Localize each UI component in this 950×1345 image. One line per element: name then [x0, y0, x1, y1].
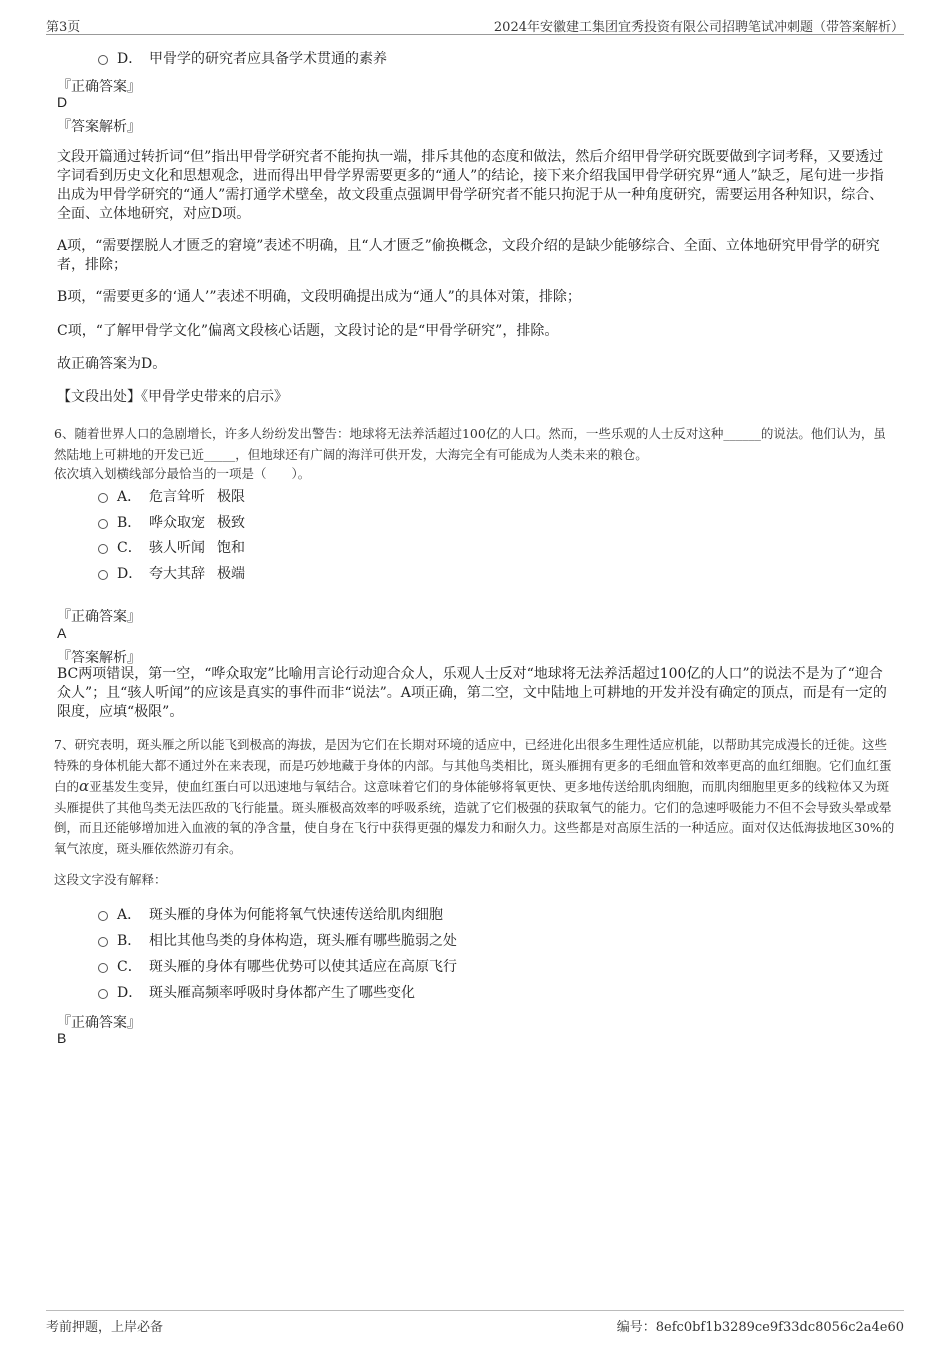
q6-analysis-label: 『答案解析』 [57, 650, 141, 666]
document-title: 2024年安徽建工集团宜秀投资有限公司招聘笔试冲刺题（带答案解析） [493, 20, 904, 35]
q7-stem: 7、研究表明，斑头雁之所以能飞到极高的海拔，是因为它们在长期对环境的适应中，已经进化出很多生理性适应机能，以帮助其完成漫长的迁徙。这些特殊的身体机能大都不通过外在来表现，而是巧妙地藏于身体的内部。与其他鸟类相比，斑头雁拥有更多的毛细血管和效率更高的血红细胞。它们血红蛋白的α亚基发生变异，使血红蛋白可以迅速地与氧结合。这意味着它们的身体能够将氧更快、更多地传送给肌肉细胞，而肌肉细胞里更多的线粒体又为斑头雁提供了其他鸟类无法匹敌的飞行能量。斑头雁极高效率的呼吸系统，造就了它们极强的获取氧气的能力。它们的急速呼吸能力不但不会导致头晕或晕倒，而且还能够增加进入血液的氧的净含量，使自身在飞行中获得更强的爆发力和耐久力。这些都是对高原生活的一种适应。面对仅达低海拔地区30%的氧气浓度，斑头雁依然游刃有余。 [54, 737, 895, 856]
radio-icon[interactable] [98, 570, 108, 580]
q5-analysis-p5: 故正确答案为D。 [57, 356, 167, 372]
radio-icon[interactable] [98, 519, 108, 529]
radio-icon[interactable] [98, 55, 108, 65]
footer-slogan: 考前押题，上岸必备 [46, 1320, 164, 1335]
q7-answer: B [57, 1030, 67, 1046]
q7-option-d[interactable]: D． 斑头雁高频率呼吸时身体都产生了哪些变化 [98, 982, 415, 1002]
q5-analysis-p3: B项，“需要更多的‘通人’”表述不明确，文段明确提出成为“通人”的具体对策，排除； [57, 289, 581, 305]
q5-analysis-p1: 文段开篇通过转折词“但”指出甲骨学研究者不能拘执一端，排斥其他的态度和做法，然后介绍甲骨学研究既要做到字词考释，又要透过字词看到历史文化和思想观念，进而得出甲骨学界需要更多的“通人”的结论，接下来介绍我国甲骨学研究界“通人”缺乏，尾句进一步指出成为甲骨学研究的“通人”需打通学术壁垒，故文段重点强调甲骨学研究者不能只拘泥于从一种角度研究，需要运用各种知识，综合、全面、立体地研究，对应D项。 [57, 149, 884, 222]
q5-answer: D [57, 94, 68, 110]
q6-option-a[interactable]: A． 危言耸听 极限 [98, 486, 245, 506]
radio-icon[interactable] [98, 493, 108, 503]
q7-prompt: 这段文字没有解释： [54, 872, 167, 887]
page-number: 第3页 [46, 20, 81, 35]
q6-answer-label: 『正确答案』 [57, 609, 141, 625]
q7-option-b[interactable]: B． 相比其他鸟类的身体构造，斑头雁有哪些脆弱之处 [98, 930, 457, 950]
radio-icon[interactable] [98, 911, 108, 921]
radio-icon[interactable] [98, 989, 108, 999]
q7-answer-label: 『正确答案』 [57, 1015, 141, 1031]
radio-icon[interactable] [98, 544, 108, 554]
q6-stem: 6、随着世界人口的急剧增长，许多人纷纷发出警告：地球将无法养活超过100亿的人口。然而，一些乐观的人士反对这种______的说法。他们认为，虽然陆地上可耕地的开发已近_____，但地球还有广阔的海洋可供开发，大海完全有可能成为人类未来的粮仓。 [54, 426, 886, 462]
q5-answer-label: 『正确答案』 [57, 79, 141, 95]
radio-icon[interactable] [98, 937, 108, 947]
q6-option-c[interactable]: C． 骇人听闻 饱和 [98, 537, 245, 557]
q7-option-a[interactable]: A． 斑头雁的身体为何能将氧气快速传送给肌肉细胞 [98, 904, 443, 924]
q6-analysis: BC两项错误，第一空，“哗众取宠”比喻用言论行动迎合众人，乐观人士反对“地球将无法养活超过100亿的人口”的说法不是为了“迎合众人”；且“骇人听闻”的应该是真实的事件而非“说法”。A项正确，第二空，文中陆地上可耕地的开发并没有确定的顶点，而是有一定的限度，应填“极限”。 [57, 666, 887, 720]
q5-analysis-p4: C项，“了解甲骨学文化”偏离文段核心话题，文段讨论的是“甲骨学研究”，排除。 [57, 323, 559, 339]
page-footer [46, 1310, 904, 1335]
radio-icon[interactable] [98, 963, 108, 973]
page-header [46, 14, 904, 35]
q5-option-d[interactable]: D． 甲骨学的研究者应具备学术贯通的素养 [98, 48, 387, 68]
q6-answer: A [57, 625, 67, 641]
q6-prompt: 依次填入划横线部分最恰当的一项是（ ）。 [54, 466, 311, 481]
q5-source: 【文段出处】《甲骨学史带来的启示》 [57, 389, 288, 405]
q6-option-b[interactable]: B． 哗众取宠 极致 [98, 512, 245, 532]
q7-option-c[interactable]: C． 斑头雁的身体有哪些优势可以使其适应在高原飞行 [98, 956, 457, 976]
q6-option-d[interactable]: D． 夸大其辞 极端 [98, 563, 245, 583]
q5-analysis-label: 『答案解析』 [57, 119, 141, 135]
alpha-symbol: α [79, 777, 90, 795]
document-code: 编号：8efc0bf1b3289ce9f33dc8056c2a4e60 [616, 1320, 904, 1335]
q5-analysis-p2: A项，“需要摆脱人才匮乏的窘境”表述不明确，且“人才匮乏”偷换概念，文段介绍的是缺少能够综合、全面、立体地研究甲骨学的研究者，排除； [57, 238, 880, 273]
